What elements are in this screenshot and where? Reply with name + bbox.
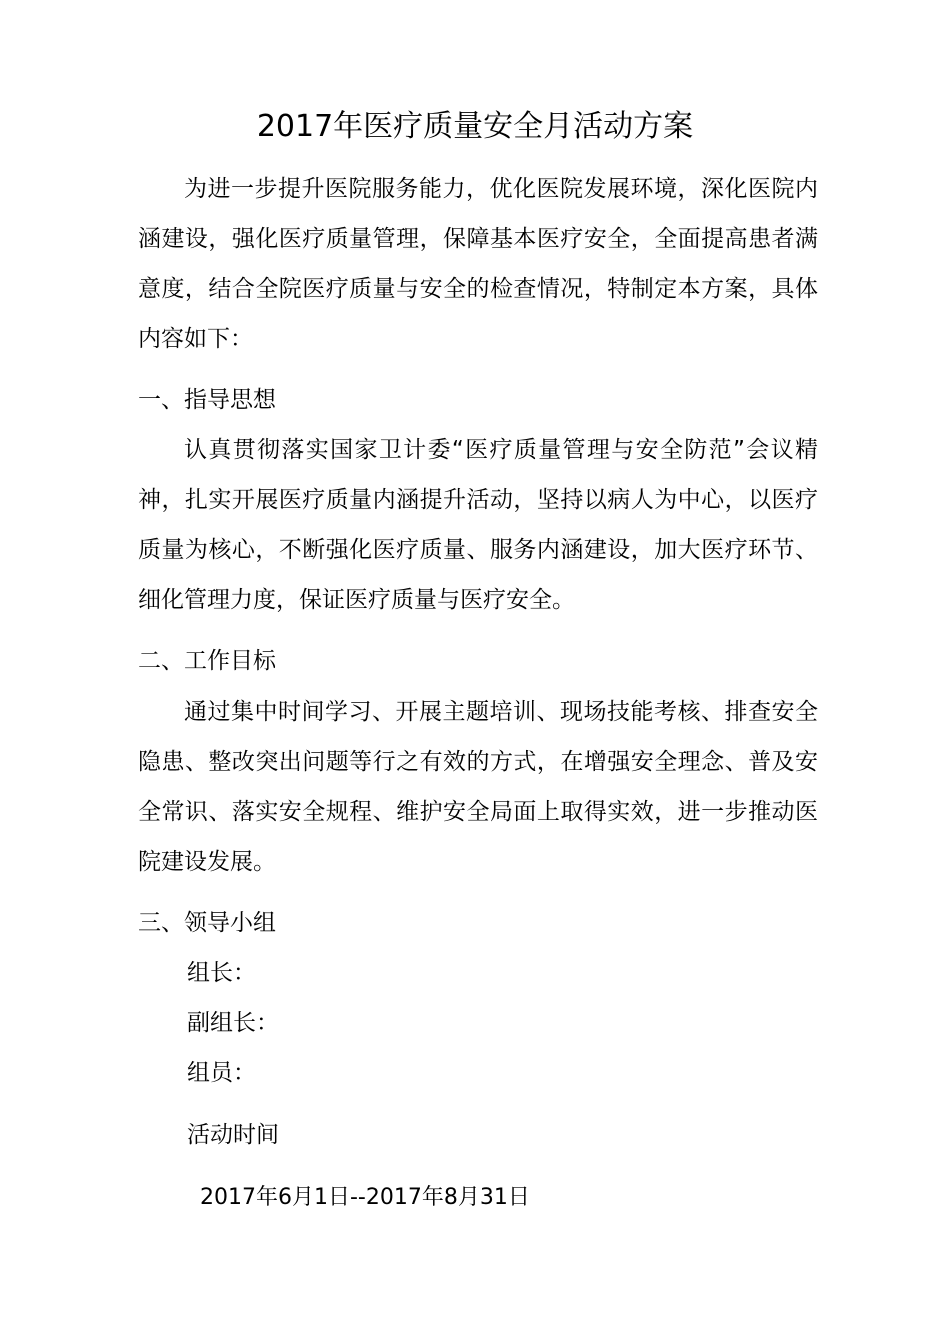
intro-paragraph: 为进一步提升医院服务能力，优化医院发展环境，深化医院内涵建设，强化医疗质量管理，保障基本医疗安全，全面提高患者满意度，结合全院医疗质量与安全的检查情况，特制定本方案，具体内容如下： [138,176,818,352]
field-deputy-leader: 副组长： [187,1010,279,1036]
field-members: 组员： [187,1060,256,1086]
work-goals-paragraph: 通过集中时间学习、开展主题培训、现场技能考核、排查安全隐患、整改突出问题等行之有效的方式，在增强安全理念、普及安全常识、落实安全规程、维护安全局面上取得实效，进一步推动医院建设发展。 [138,699,818,875]
activity-time-label: 活动时间 [187,1122,279,1148]
section-heading-leadership-group: 三、领导小组 [138,910,276,936]
section-heading-guiding-ideology: 一、指导思想 [138,387,276,413]
activity-time-value: 2017年6月1日--2017年8月31日 [200,1185,530,1210]
section-heading-work-goals: 二、工作目标 [138,648,276,674]
document-title: 2017年医疗质量安全月活动方案 [256,109,694,144]
field-group-leader: 组长： [187,960,256,986]
guiding-ideology-paragraph: 认真贯彻落实国家卫计委“医疗质量管理与安全防范”会议精神，扎实开展医疗质量内涵提升活动，坚持以病人为中心，以医疗质量为核心，不断强化医疗质量、服务内涵建设，加大医疗环节、细化管理力度，保证医疗质量与医疗安全。 [138,437,818,613]
